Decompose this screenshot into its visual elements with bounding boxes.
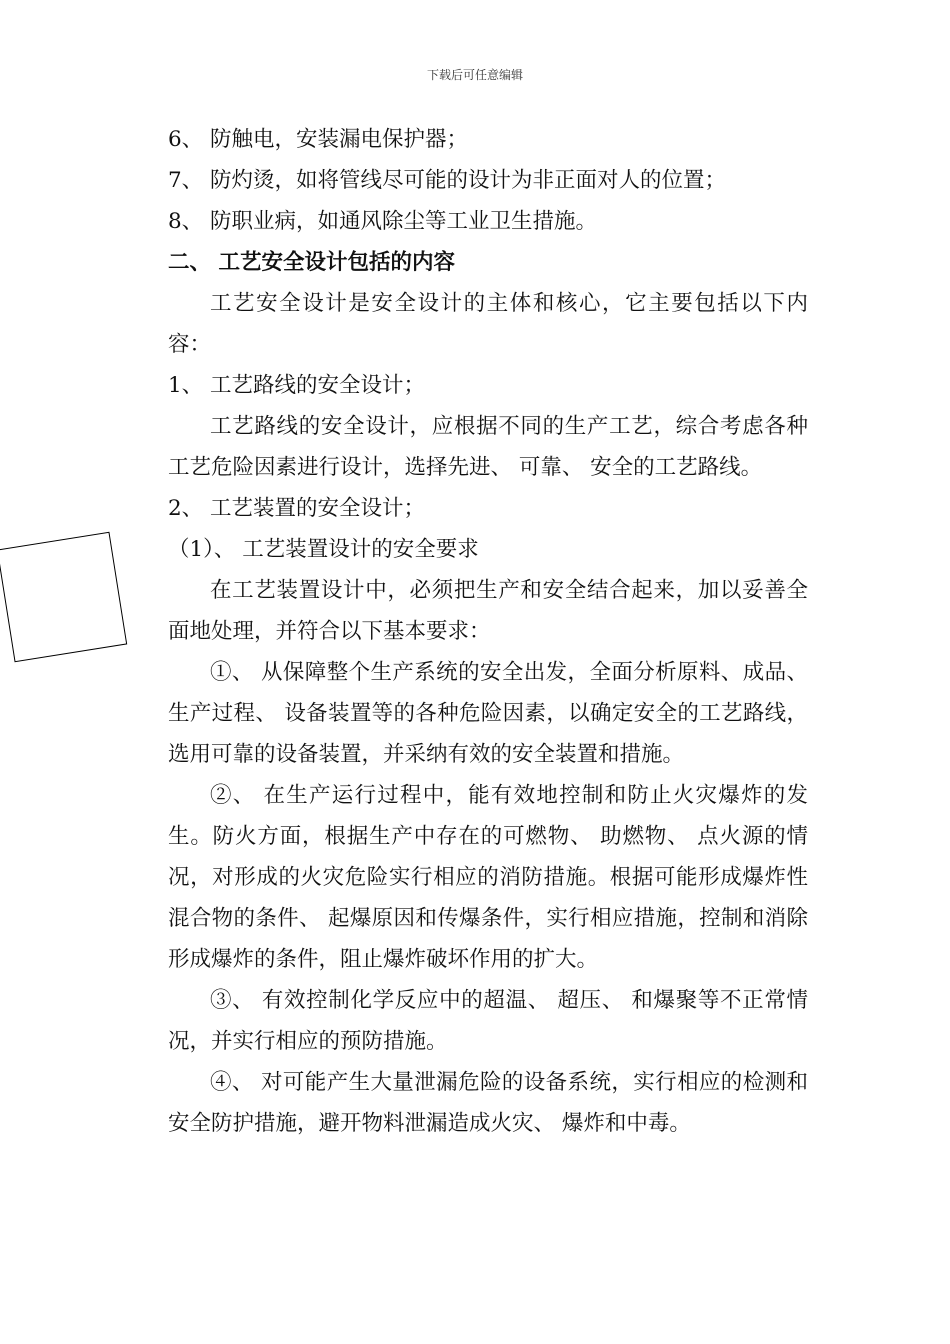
section-heading: 二、 工艺安全设计包括的内容: [168, 250, 455, 275]
list-item-1: 1、 工艺路线的安全设计；: [168, 373, 426, 398]
sub-heading: （1）、 工艺装置设计的安全要求: [168, 537, 479, 562]
list-item-8: 8、 防职业病，如通风除尘等工业卫生措施。: [168, 209, 598, 234]
requirement-4: ④、 对可能产生大量泄漏危险的设备系统，实行相应的检测和安全防护措施，避开物料泄漏造成火灾、 爆炸和中毒。: [168, 1070, 808, 1136]
list-item-2: 2、 工艺装置的安全设计；: [168, 496, 426, 521]
requirements-paragraph: 在工艺装置设计中，必须把生产和安全结合起来，加以妥善全面地处理，并符合以下基本要求：: [168, 578, 808, 644]
requirement-3: ③、 有效控制化学反应中的超温、 超压、 和爆聚等不正常情况，并实行相应的预防措施。: [168, 988, 808, 1054]
decorative-square: [0, 532, 127, 662]
route-paragraph: 工艺路线的安全设计，应根据不同的生产工艺，综合考虑各种工艺危险因素进行设计，选择先进、 可靠、 安全的工艺路线。: [168, 414, 808, 480]
list-item-6: 6、 防触电，安装漏电保护器；: [168, 127, 469, 152]
intro-paragraph: 工艺安全设计是安全设计的主体和核心，它主要包括以下内容：: [168, 291, 808, 357]
requirement-2: ②、 在生产运行过程中，能有效地控制和防止火灾爆炸的发生。防火方面，根据生产中存在的可燃物、 助燃物、 点火源的情况，对形成的火灾危险实行相应的消防措施。根据可能形成爆炸性混合物的条件、 起爆原因和传爆条件，实行相应措施，控制和消除形成爆炸的条件，阻止爆炸破坏作用的扩大。: [168, 783, 808, 972]
requirement-1: ①、 从保障整个生产系统的安全出发，全面分析原料、成品、 生产过程、 设备装置等的各种危险因素，以确定安全的工艺路线，选用可靠的设备装置，并采纳有效的安全装置和措施。: [168, 660, 808, 767]
list-item-7: 7、 防灼烫，如将管线尽可能的设计为非正面对人的位置；: [168, 168, 727, 193]
page-header: 下载后可任意编辑: [426, 68, 523, 82]
document-body: [168, 119, 808, 1144]
